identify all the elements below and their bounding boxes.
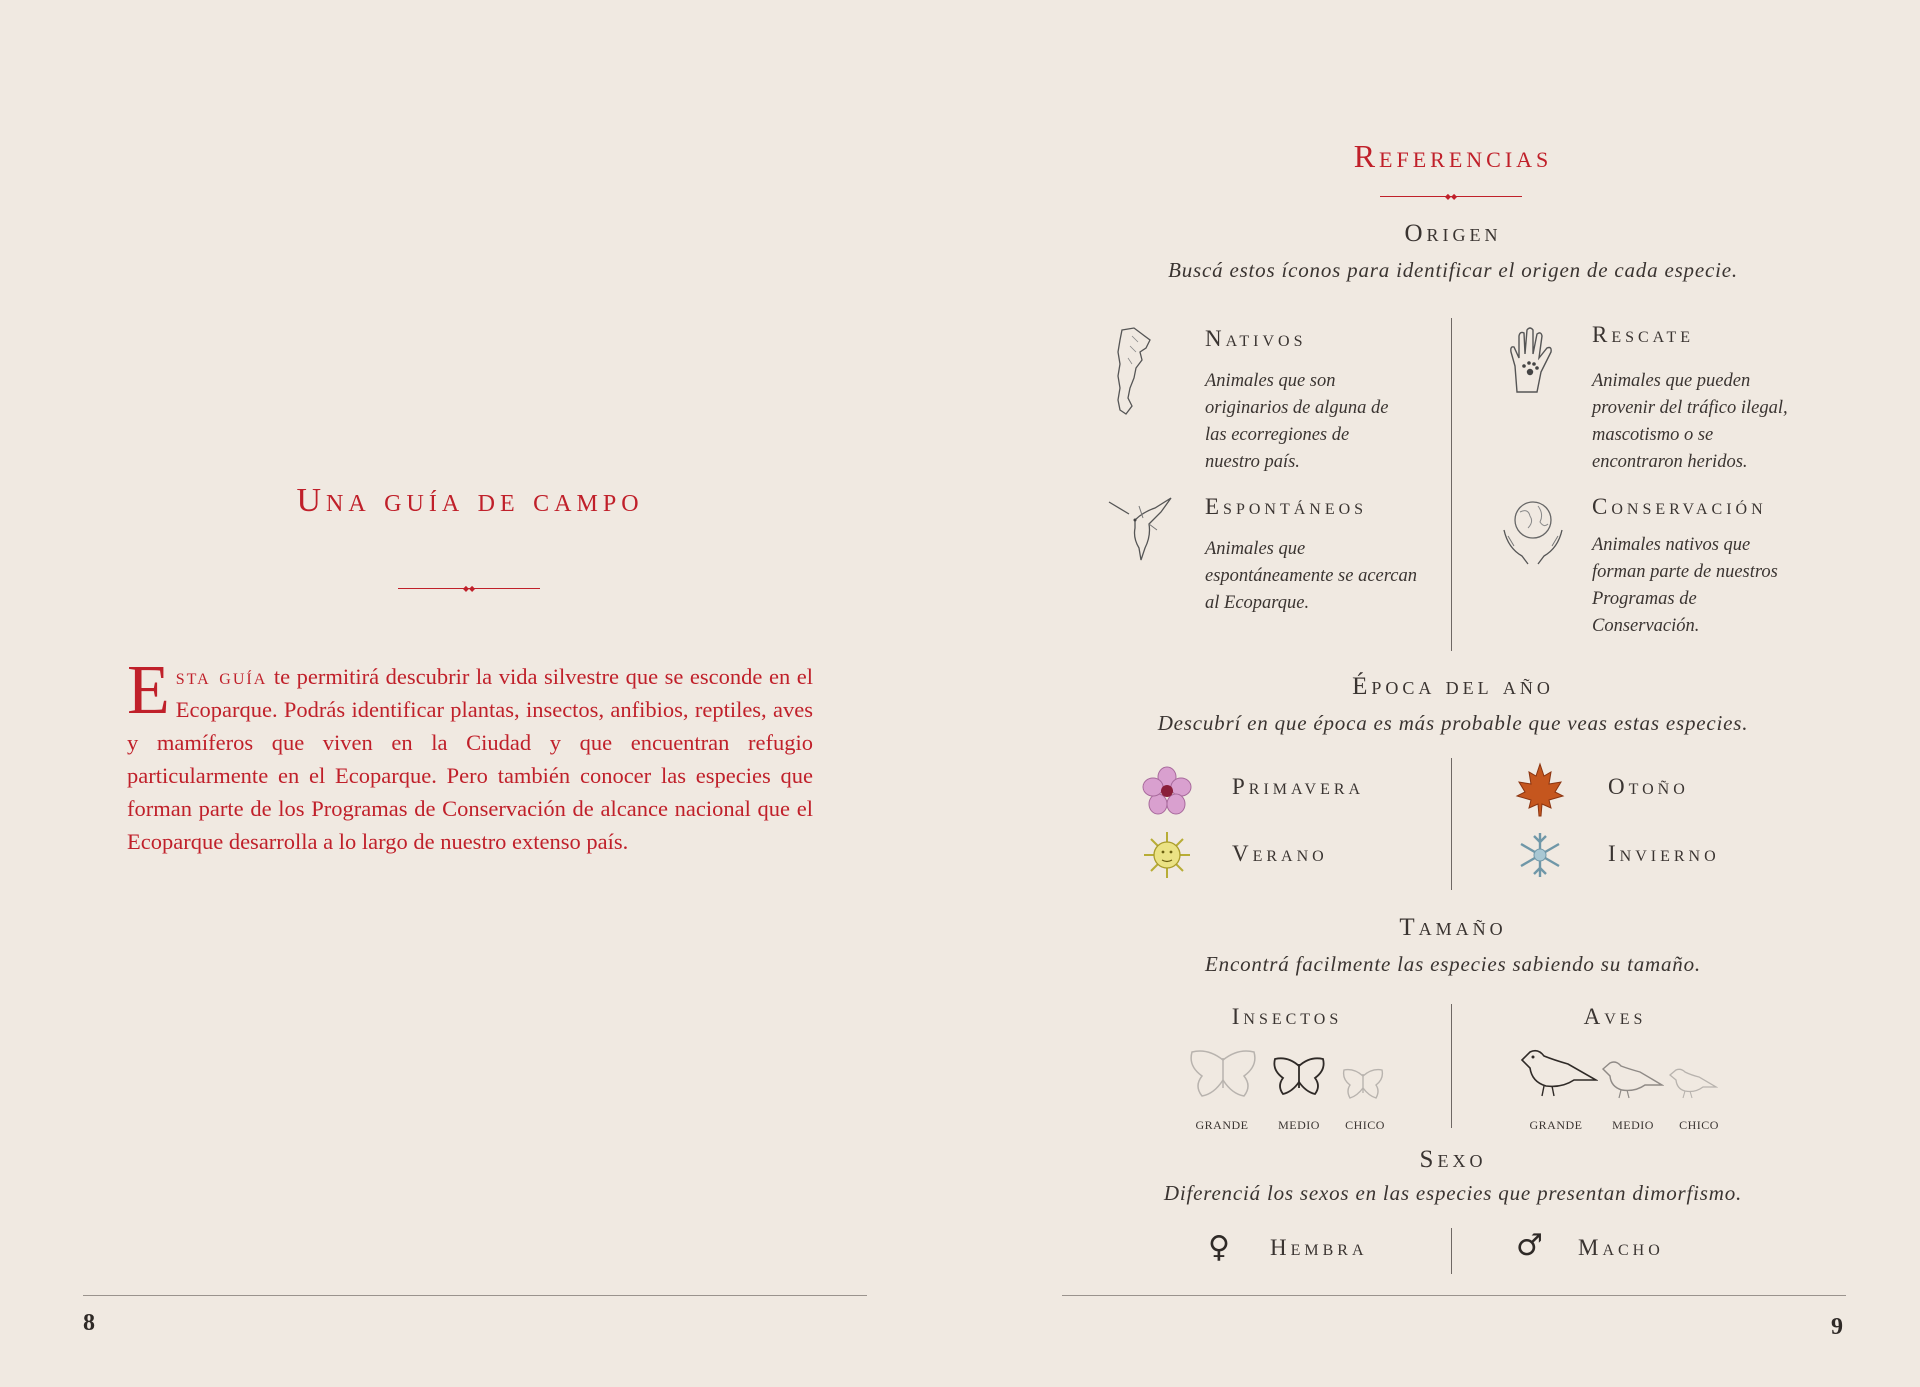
epoca-subtitle: Descubrí en que época es más probable que veas estas especies. <box>1157 711 1749 735</box>
origen-divider <box>1451 318 1452 651</box>
hummingbird-icon <box>1105 494 1175 564</box>
globe-hands-icon <box>1500 496 1566 566</box>
tamano-subtitle: Encontrá facilmente las especies sabiendo su tamaño. <box>1205 952 1701 976</box>
footer-rule-left <box>83 1295 867 1296</box>
primavera-label: Primavera <box>1232 774 1365 799</box>
references-title: Referencias <box>1353 138 1553 174</box>
butterfly-large-icon <box>1188 1048 1258 1100</box>
tamano-title: Tamaño <box>1399 914 1507 941</box>
page-number-right: 9 <box>1831 1314 1843 1340</box>
bird-medium-icon <box>1600 1058 1664 1100</box>
epoca-divider <box>1451 758 1452 890</box>
bird-small-icon <box>1668 1066 1718 1100</box>
hembra-label: Hembra <box>1270 1235 1368 1260</box>
intro-lead: sta guía <box>175 664 268 689</box>
sexo-title: Sexo <box>1419 1146 1487 1173</box>
snowflake-icon <box>1515 830 1565 880</box>
insectos-size-medio: MEDIO <box>1278 1118 1320 1132</box>
aves-size-grande: GRANDE <box>1529 1118 1583 1132</box>
dropcap: E <box>127 652 170 729</box>
espontaneos-desc: Animales que espontáneamente se acercan al Ecoparque. <box>1205 539 1417 613</box>
sexo-subtitle: Diferenciá los sexos en las especies que presentan dimorfismo. <box>1163 1181 1743 1205</box>
intro-paragraph <box>127 652 813 858</box>
maple-leaf-icon <box>1515 762 1565 818</box>
sexo-divider <box>1451 1228 1452 1274</box>
nativos-desc: Animales que son originarios de alguna de las ecorregiones de nuestro país. <box>1205 371 1389 472</box>
tamano-divider <box>1451 1004 1452 1128</box>
bird-large-icon <box>1518 1046 1598 1098</box>
insectos-size-grande: GRANDE <box>1195 1118 1249 1132</box>
argentina-map-icon <box>1112 326 1156 418</box>
conservacion-title: Conservación <box>1592 494 1767 519</box>
otono-label: Otoño <box>1608 774 1689 799</box>
page-number-left: 8 <box>83 1310 95 1336</box>
nativos-title: Nativos <box>1205 326 1307 351</box>
footer-rule-right <box>1062 1295 1846 1296</box>
rescate-desc: Animales que pueden provenir del tráfico ilegal, mascotismo o se encontraron heridos. <box>1592 371 1788 472</box>
female-symbol-icon: ♀ <box>1208 1230 1230 1265</box>
butterfly-small-icon <box>1342 1068 1384 1100</box>
aves-size-medio: MEDIO <box>1612 1118 1654 1132</box>
verano-label: Verano <box>1232 841 1328 866</box>
origen-title: Origen <box>1404 220 1502 247</box>
rescate-title: Rescate <box>1592 322 1695 347</box>
flower-icon <box>1142 766 1192 816</box>
intro-body: te permitirá descubrir la vida silvestre que se esconde en el Ecoparque. Podrás identificar plantas, insectos, anfibios, reptiles, aves y mamíferos que viven en la Ciudad y que encuentran refugio particularmente en el Ecoparque. Pero también conocer las especies que forman parte de los Programas de Conservación de alcance nacional que el Ecoparque desarrolla a lo largo de nuestro extenso país. <box>127 664 813 854</box>
left-page-title: Una guía de campo <box>296 482 644 519</box>
epoca-title: Época del año <box>1352 673 1554 700</box>
sun-icon <box>1142 830 1192 880</box>
hand-paw-icon <box>1505 326 1559 394</box>
origen-subtitle: Buscá estos íconos para identificar el origen de cada especie. <box>1168 258 1738 282</box>
aves-size-chico: CHICO <box>1679 1118 1719 1132</box>
espontaneos-title: Espontáneos <box>1205 494 1368 519</box>
conservacion-desc: Animales nativos que forman parte de nuestros Programas de Conservación. <box>1592 535 1778 636</box>
male-symbol-icon: ♂ <box>1516 1228 1543 1263</box>
insectos-title: Insectos <box>1231 1004 1343 1029</box>
invierno-label: Invierno <box>1608 841 1720 866</box>
insectos-size-chico: CHICO <box>1345 1118 1385 1132</box>
references-ornament: ◆◆ <box>1380 192 1522 202</box>
macho-label: Macho <box>1578 1235 1664 1260</box>
aves-title: Aves <box>1583 1004 1647 1029</box>
title-ornament: ◆◆ <box>398 584 540 594</box>
butterfly-medium-icon <box>1272 1056 1326 1098</box>
